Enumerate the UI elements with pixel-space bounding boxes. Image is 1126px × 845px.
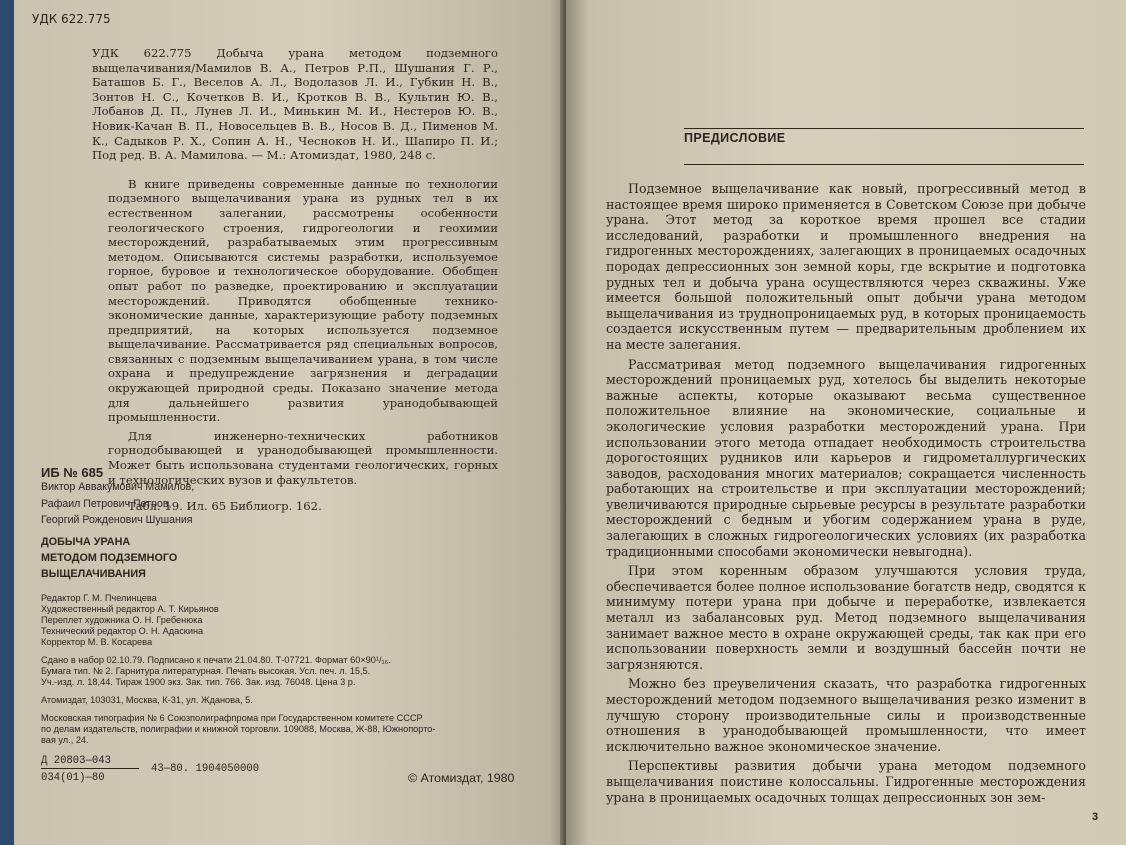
preface-body xyxy=(606,181,1086,809)
publication-code xyxy=(41,754,301,787)
publisher-address: Атомиздат, 103031, Москва, К-31, ул. Жданова, 5. xyxy=(41,695,253,705)
code-line: 034(01)—80 xyxy=(41,772,105,784)
book-title xyxy=(41,534,177,582)
abstract-paragraph: В книге приведены современные данные по технологии подземного выщелачивания урана из рудных тел в их естественном залегании, рассмотрены особенности геологического строения, гидрогеологии и геохимии месторождений, разрабатываемых этим прогрессивным методом. Описываются системы разработки, используемое горное, буровое и технологическое оборудование. Обобщен опыт работ по разведке, проектированию и эксплуатации месторождений. Приводятся обобщенные технико-экономические данные, характеризующие работу подземных предприятий, на которых используется подземное выщелачивание. Рассматривается ряд специальных вопросов, связанных с подземным выщелачиванием урана, в том числе охрана и предупреждение загрязнения и деградации окружающей природной среды. Показано значение метода для дальнейшего развития уранодобывающей промышленности. xyxy=(108,176,498,425)
ib-number: ИБ № 685 xyxy=(41,465,104,480)
printer-line: Московская типография № 6 Союзполиграфпрома при Государственном комитете СССР xyxy=(41,713,423,723)
page-number: 3 xyxy=(1092,811,1099,823)
tables-note: Табл. 19. Ил. 65 Библиогр. 162. xyxy=(128,499,322,514)
editor-line: Технический редактор О. Н. Адаскина xyxy=(41,626,204,636)
preface-paragraph: Перспективы развития добычи урана методом подземного выщелачивания поистине колоссальны. Гидрогенные месторождения урана в проницаемых осадочных толщах депрессионных зон зем- xyxy=(606,758,1086,805)
copyright: © Атомиздат, 1980 xyxy=(408,771,515,785)
editor-line: Художественный редактор А. Т. Кирьянов xyxy=(41,604,219,614)
imprint xyxy=(41,593,541,746)
preface-paragraph: Подземное выщелачивание как новый, прогрессивный метод в настоящее время широко применяется в Советском Союзе при добыче урана. Этот метод за короткое время прошел все стадии исследований, разработки и промышленного внедрения на гидрогенных месторождениях, залегающих в проницаемых осадочных породах депрессионных зон земной коры, где вскрытие и подготовка рудных тел и добыча урана осуществляются через скважины. Уже имеется большой положительный опыт добычи урана методом выщелачивания из труднопроницаемых руд, в которых проницаемость создается искусственным путем — предварительным дроблением их на месте залегания. xyxy=(606,181,1086,352)
printer-line: вая ул., 24. xyxy=(41,735,89,745)
book-title-line: ВЫЩЕЛАЧИВАНИЯ xyxy=(41,568,146,580)
preface-paragraph: Рассматривая метод подземного выщелачивания гидрогенных месторождений проницаемых руд, хотелось бы выделить некоторые важные аспекты, которые оказывают весьма существенное положительное влияние на экономические, социальные и экологические условия разработки месторождений урана. При использовании этого метода отпадает необходимость строительства дорогостоящих рудников или карьеров и гидрометаллургических заводов, расходования многих материалов; сокращается численность работающих на строительстве и при эксплуатации месторождений; увеличиваются природные сырьевые ресурсы в результате разработки месторождений с бедным и убогим содержанием урана в руде, залегающих в сложных гидрогеологических условиях (их разработка традиционными способами экономически невыгодна). xyxy=(606,356,1086,559)
right-page xyxy=(566,0,1126,845)
editor-line: Переплет художника О. Н. Гребенюка xyxy=(41,615,203,625)
code-number: 43—80. 1904050000 xyxy=(151,763,260,775)
book-title-line: МЕТОДОМ ПОДЗЕМНОГО xyxy=(41,552,178,564)
author-name: Рафаил Петрович Петров, xyxy=(41,497,172,510)
author-name: Виктор Аввакумович Мамилов, xyxy=(41,481,195,493)
section-heading: ПРЕДИСЛОВИЕ xyxy=(684,131,786,145)
udk-top: УДК 622.775 xyxy=(32,12,111,26)
code-line: Д 20803—043 xyxy=(41,754,139,769)
preface-paragraph: При этом коренным образом улучшаются условия труда, обеспечивается более полное использование богатств недр, сводятся к минимуму потери урана при добыче и переработке, извлекается металл из забалансовых руд. Метод подземного выщелачивания занимает важное место в охране окружающей среды, так как при его использовании поверхность земли и воздушный бассейн почти не загрязняются. xyxy=(606,563,1086,672)
book-title-line: ДОБЫЧА УРАНА xyxy=(41,536,131,548)
bibliographic-record: УДК 622.775 Добыча урана методом подземного выщелачивания/Мамилов В. А., Петров Р.П., Шушания Г. Р., Баташов Б. Г., Веселов А. Л., Водолазов Л. И., Губкин Н. В., Зонтов Н. С., Кочетков В. И., Кротков В. В., Культин Ю. В., Лобанов Д. П., Лунев Л. И., Минькин М. И., Нестеров Ю. В., Новик-Качан В. П., Новосельцев В. В., Носов В. Д., Пименов М. К., Садыков Р. Х., Сопин А. Н., Чесноков Н. И., Шапиро П. И.; Под ред. В. А. Мамилова. — М.: Атомиздат, 1980, 248 с. xyxy=(92,46,498,163)
print-info-line: Уч.-изд. л. 18,44. Тираж 1900 экз. Зак. тип. 766. Зак. изд. 76048. Цена 3 р. xyxy=(41,677,356,687)
left-page xyxy=(10,0,566,845)
page-edge xyxy=(0,0,14,845)
author-list xyxy=(41,479,194,529)
abstract xyxy=(108,177,498,514)
abstract-paragraph: Для инженерно-технических работников горнодобывающей и уранодобывающей промышленности. Может быть использована студентами геологических, горных и технологических вузов и факультетов. xyxy=(108,428,498,487)
print-info-line: Бумага тип. № 2. Гарнитура литературная. Печать высокая. Усл. печ. л. 15,5. xyxy=(41,666,371,676)
editor-line: Редактор Г. М. Пчелинцева xyxy=(41,593,157,603)
editor-line: Корректор М. В. Косарева xyxy=(41,637,153,647)
printer-line: по делам издательств, полиграфии и книжной торговли. 109088, Москва, Ж-88, Южнопорто- xyxy=(41,724,436,734)
preface-paragraph: Можно без преувеличения сказать, что разработка гидрогенных месторождений методом подземного выщелачивания резко изменит в лучшую сторону производительные силы и производственные отношения в уранодобывающей промышленности, что имеет исключительно важное экономическое значение. xyxy=(606,676,1086,754)
print-info-line: Сдано в набор 02.10.79. Подписано к печати 21.04.80. Т-07721. Формат 60×90¹/₁₆. xyxy=(41,655,391,665)
author-name: Георгий Рожденович Шушания xyxy=(41,514,193,526)
heading-rule-bottom xyxy=(684,164,1084,165)
heading-rule-top xyxy=(684,128,1084,129)
